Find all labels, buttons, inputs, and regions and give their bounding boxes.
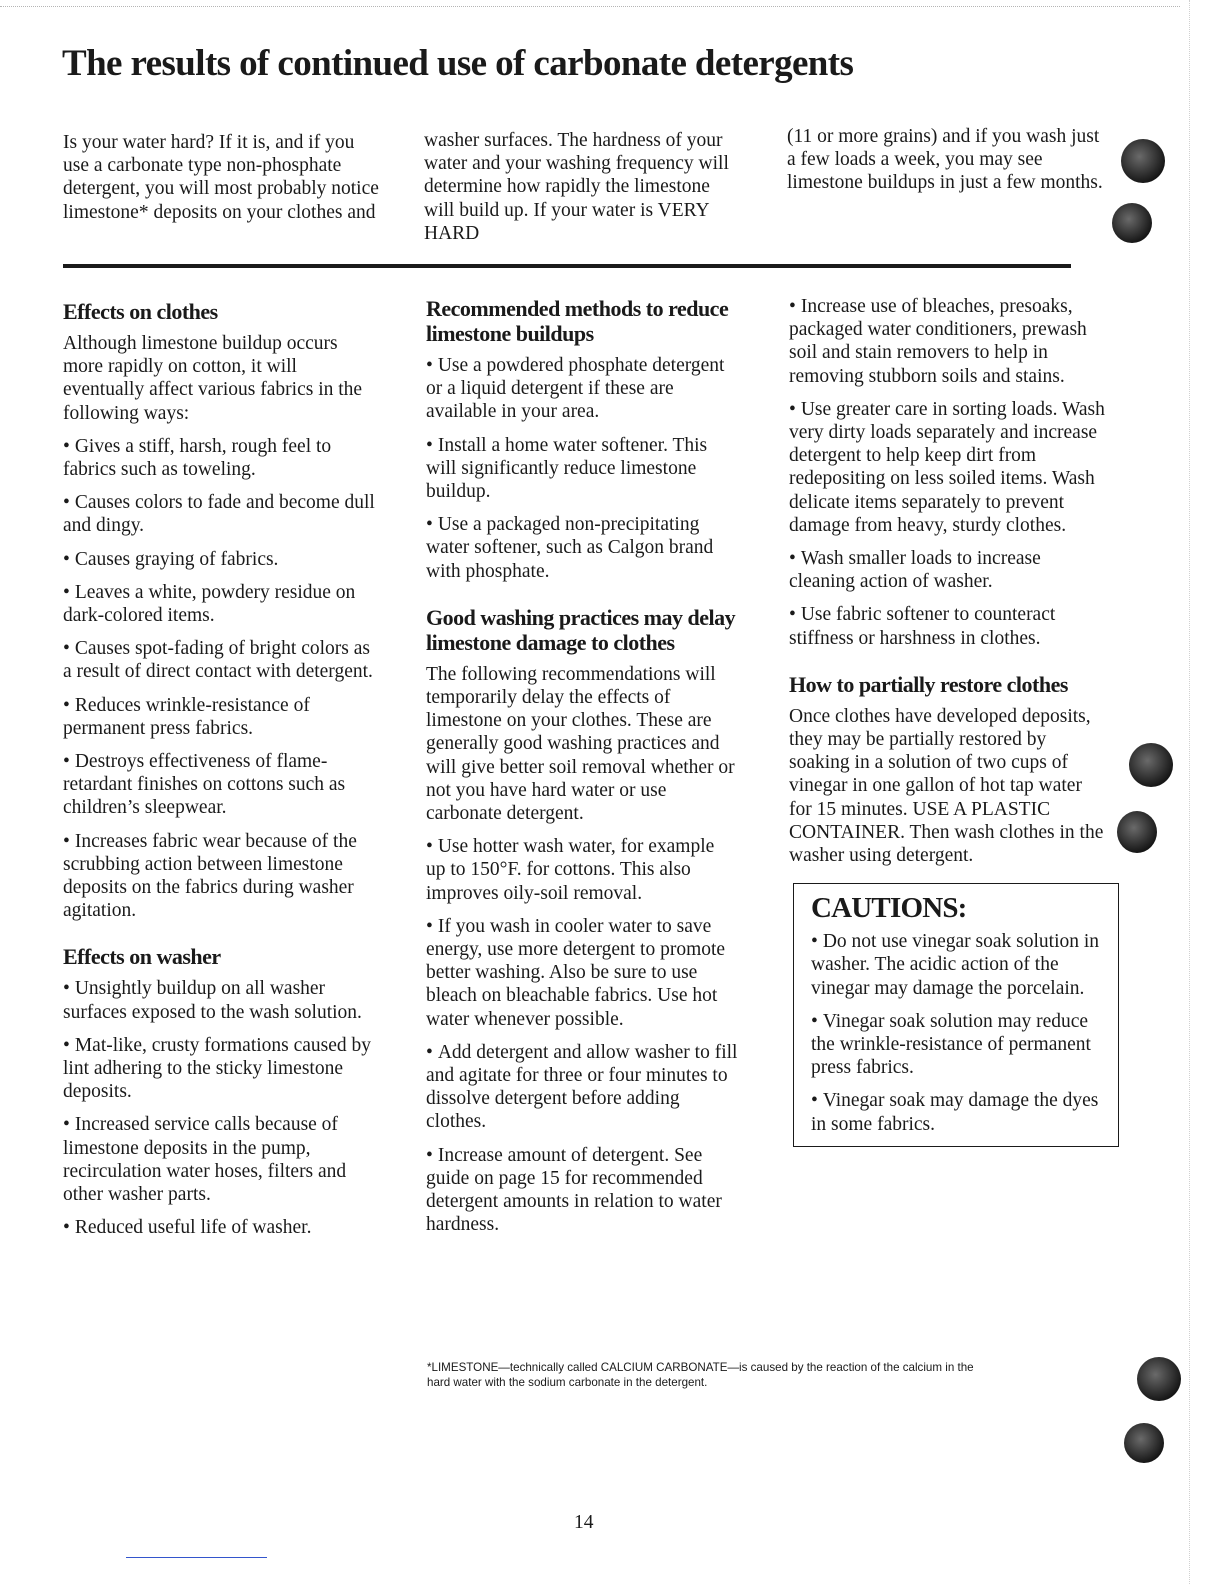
intro-text-3: (11 or more grains) and if you wash just a few loads a week, you may see limestone buildups in just a few months.	[787, 126, 1103, 194]
list-item: • Increased service calls because of limestone deposits in the pump, recirculation water hoses, filters and other washer parts.	[63, 1113, 381, 1206]
list-item: • Vinegar soak solution may reduce the wrinkle-resistance of permanent press fabrics.	[811, 1010, 1104, 1080]
page-number: 14	[574, 1512, 594, 1533]
list-item: • Gives a stiff, harsh, rough feel to fabrics such as toweling.	[63, 435, 381, 481]
intro-column-1	[63, 131, 383, 224]
punch-hole-icon	[1121, 139, 1165, 183]
cautions-heading: CAUTIONS:	[811, 892, 967, 925]
list-item: • Increases fabric wear because of the scrubbing action between limestone deposits on the fabrics during washer agitation.	[63, 830, 381, 923]
recommended-methods-heading: Recommended methods to reduce limestone buildups	[426, 296, 729, 346]
list-item: • Unsightly buildup on all washer surfaces exposed to the wash solution.	[63, 977, 381, 1023]
list-item: • Increase use of bleaches, presoaks, packaged water conditioners, prewash soil and stain removers to help in removing stubborn soils and stains.	[789, 295, 1107, 388]
list-item: • Wash smaller loads to increase cleaning action of washer.	[789, 547, 1107, 593]
good-practices-heading: Good washing practices may delay limestone damage to clothes	[426, 604, 736, 655]
list-item: • Do not use vinegar soak solution in washer. The acidic action of the vinegar may damage the porcelain.	[811, 930, 1104, 1000]
list-item: • Add detergent and allow washer to fill and agitate for three or four minutes to dissolve detergent before adding clothes.	[426, 1041, 738, 1134]
effects-on-washer-heading: Effects on washer	[63, 944, 221, 970]
cautions-box	[793, 883, 1119, 1147]
bottom-edge-line	[126, 1557, 267, 1558]
list-item: • Increase amount of detergent. See guide on page 15 for recommended detergent amounts in relation to water hardness.	[426, 1144, 738, 1237]
footnote: *LIMESTONE—technically called CALCIUM CARBONATE—is caused by the reaction of the calcium in the hard water with the sodium carbonate in the detergent.	[427, 1361, 974, 1390]
scan-top-edge	[0, 6, 1180, 7]
restore-heading: How to partially restore clothes	[789, 671, 1068, 697]
punch-hole-icon	[1124, 1423, 1164, 1463]
punch-hole-icon	[1129, 743, 1173, 787]
intro-column-2	[424, 129, 742, 245]
list-item: • Leaves a white, powdery residue on dark-colored items.	[63, 581, 381, 627]
restore-text: Once clothes have developed deposits, they may be partially restored by soaking in a solution of two cups of vinegar in one gallon of hot tap water for 15 minutes. USE A PLASTIC CONTAINER. Then wash clothes in the washer using detergent.	[789, 705, 1104, 867]
intro-text-1: Is your water hard? If it is, and if you use a carbonate type non-phosphate detergent, you will most probably notice limestone* deposits on your clothes and	[63, 132, 379, 223]
list-item: • Vinegar soak may damage the dyes in some fabrics.	[811, 1089, 1104, 1135]
intro-column-3	[787, 125, 1105, 195]
list-item: • Causes spot-fading of bright colors as a result of direct contact with detergent.	[63, 637, 381, 683]
column-2	[426, 296, 738, 1247]
list-item: • Causes colors to fade and become dull and dingy.	[63, 491, 381, 537]
page-title: The results of continued use of carbonate detergents	[62, 43, 854, 84]
scan-right-edge	[1189, 0, 1224, 1584]
list-item: • Use fabric softener to counteract stiffness or harshness in clothes.	[789, 603, 1107, 649]
list-item: • Causes graying of fabrics.	[63, 548, 381, 571]
column-3	[789, 295, 1107, 1147]
list-item: • Mat-like, crusty formations caused by lint adhering to the sticky limestone deposits.	[63, 1034, 381, 1104]
list-item: • If you wash in cooler water to save energy, use more detergent to promote better washing. Also be sure to use bleach on bleachable fabrics. Use hot water whenever possible.	[426, 915, 738, 1031]
good-practices-intro: The following recommendations will temporarily delay the effects of limestone on your clothes. These are generally good washing practices and will give better soil removal whether or not you have hard water or use carbonate detergent.	[426, 663, 735, 825]
list-item: • Reduced useful life of washer.	[63, 1216, 381, 1239]
list-item: • Use hotter wash water, for example up to 150°F. for cottons. This also improves oily-soil removal.	[426, 835, 738, 905]
punch-hole-icon	[1112, 203, 1152, 243]
list-item: • Use a powdered phosphate detergent or a liquid detergent if these are available in your area.	[426, 354, 738, 424]
column-1	[63, 299, 381, 1250]
section-divider	[63, 264, 1071, 268]
effects-on-clothes-heading: Effects on clothes	[63, 299, 218, 324]
list-item: • Use a packaged non-precipitating water softener, such as Calgon brand with phosphate.	[426, 513, 738, 583]
list-item: • Install a home water softener. This will significantly reduce limestone buildup.	[426, 434, 738, 504]
list-item: • Use greater care in sorting loads. Wash very dirty loads separately and increase detergent to help keep dirt from redepositing on less soiled items. Wash delicate items separately to prevent damage from heavy, sturdy clothes.	[789, 398, 1107, 537]
intro-text-2: washer surfaces. The hardness of your water and your washing frequency will determine how rapidly the limestone will build up. If your water is VERY HARD	[424, 130, 729, 244]
list-item: • Destroys effectiveness of flame-retardant finishes on cottons such as children’s sleepwear.	[63, 750, 381, 820]
effects-on-clothes-intro: Although limestone buildup occurs more rapidly on cotton, it will eventually affect various fabrics in the following ways:	[63, 333, 363, 424]
punch-hole-icon	[1137, 1357, 1181, 1401]
punch-hole-icon	[1117, 811, 1157, 853]
list-item: • Reduces wrinkle-resistance of permanent press fabrics.	[63, 694, 381, 740]
